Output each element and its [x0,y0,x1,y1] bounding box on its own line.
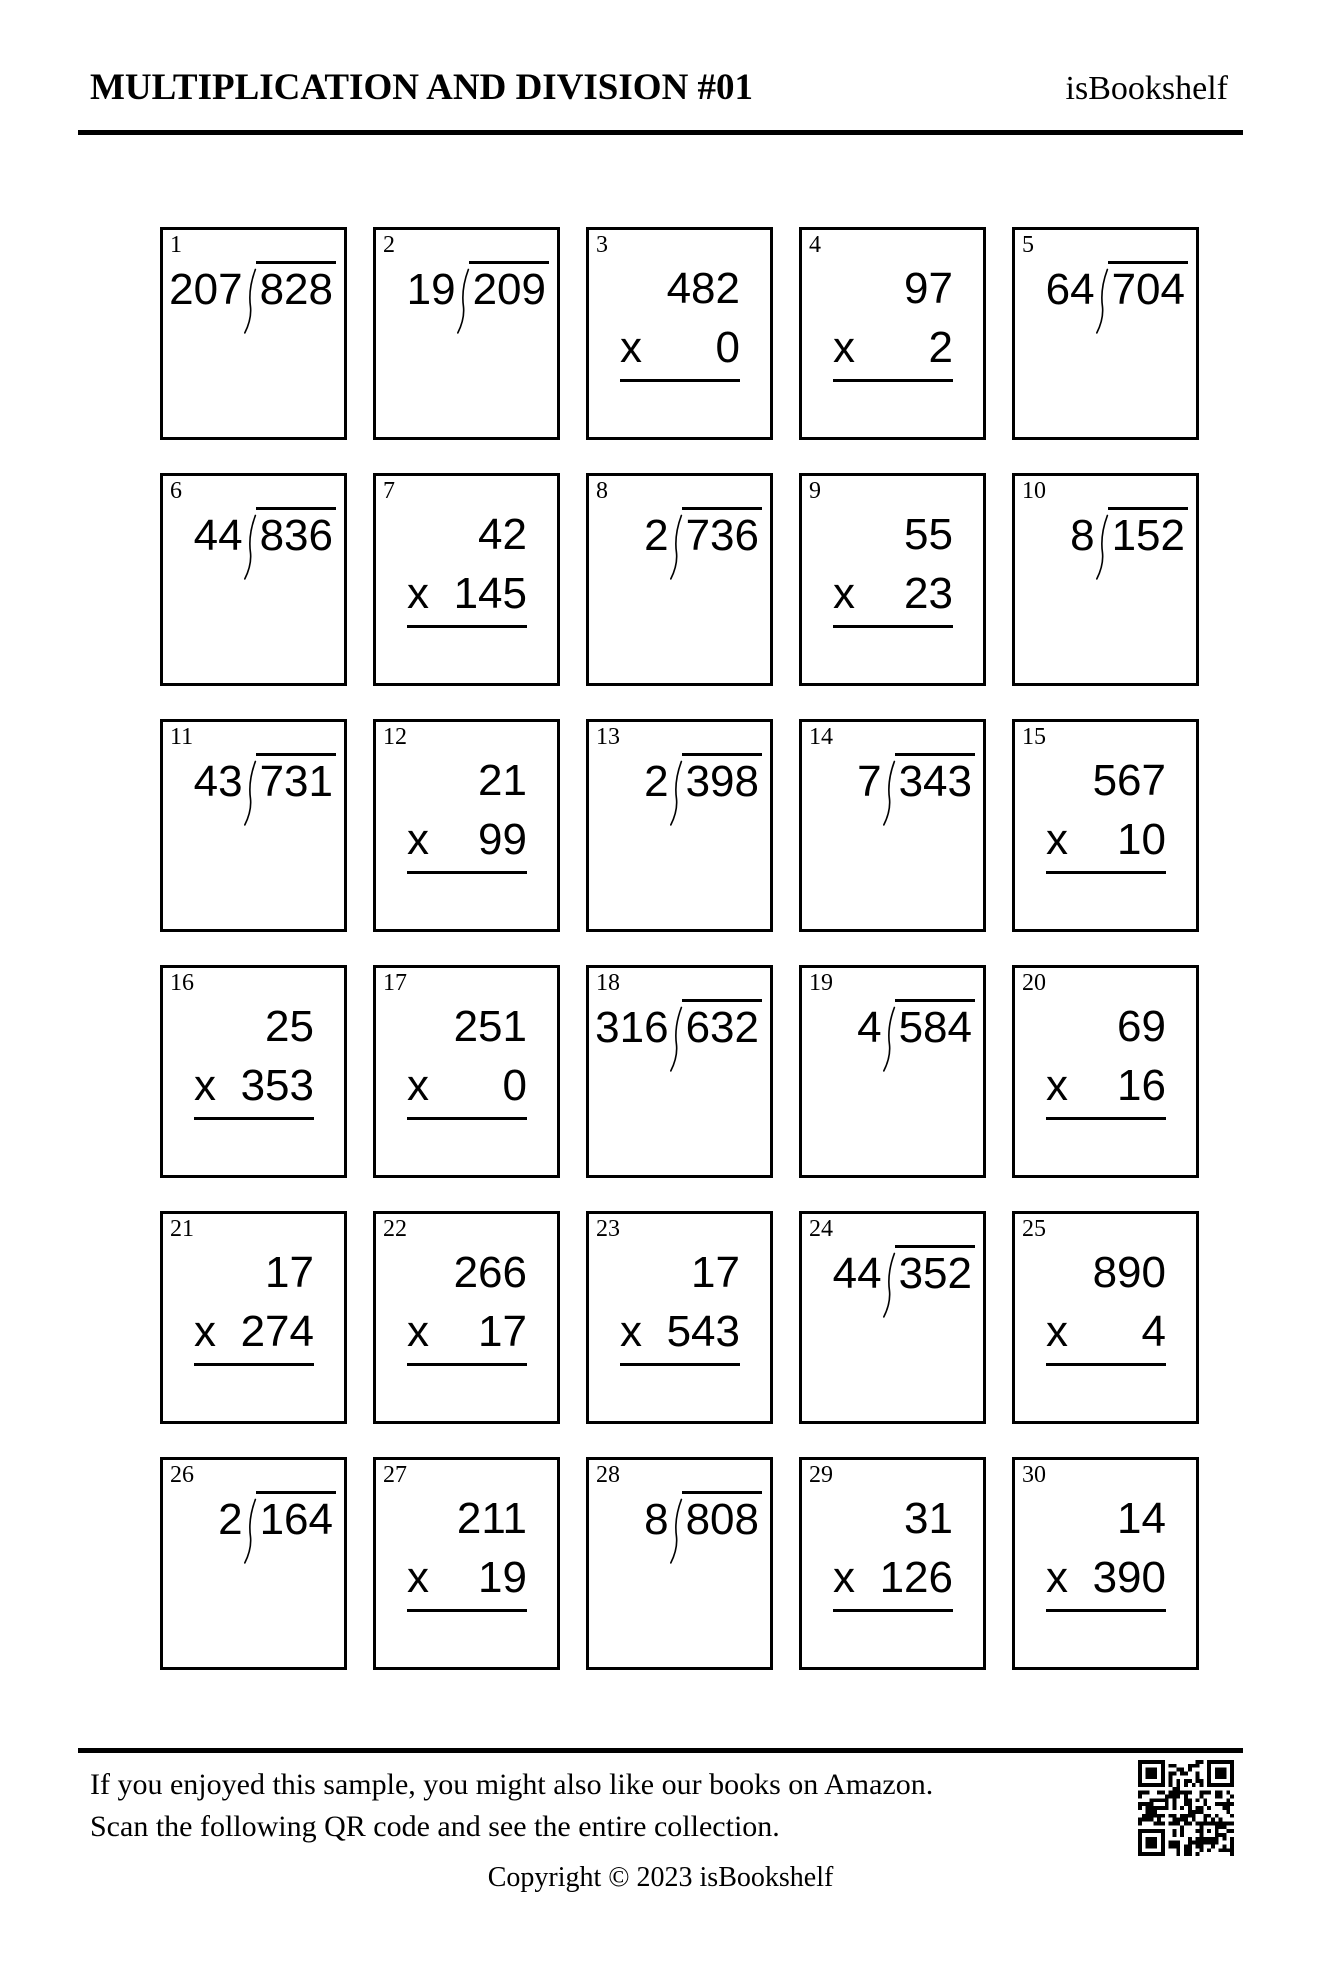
problem-number: 29 [809,1462,833,1488]
multiplication-problem [407,510,527,628]
dividend-value: 828 [256,261,336,312]
multiplier-row [407,1307,527,1366]
qr-code-icon [1138,1760,1234,1856]
problem-cell [373,1211,560,1424]
long-division-problem [194,507,336,589]
multiplication-problem [620,1248,740,1366]
problem-cell [586,227,773,440]
multiply-sign: x [833,569,855,618]
multiplier-value: 4 [1141,1307,1166,1356]
dividend-value: 736 [682,507,762,558]
multiply-sign: x [1046,815,1068,864]
problem-number: 19 [809,970,833,996]
divisor-value: 44 [832,1249,882,1298]
multiply-sign: x [620,323,642,372]
multiply-sign: x [194,1307,216,1356]
problem-cell [160,227,347,440]
multiplier-value: 0 [502,1061,527,1110]
problem-number: 17 [383,970,407,996]
problem-number: 11 [170,724,194,750]
multiplier-row [833,323,953,382]
multiplication-problem [407,756,527,874]
multiplication-problem [1046,1248,1166,1366]
divisor-value: 43 [193,757,243,806]
problem-number: 13 [596,724,620,750]
footer-text-line2: Scan the following QR code and see the entire collection. [90,1810,780,1843]
long-division-problem [595,999,762,1081]
multiplier-value: 17 [478,1307,527,1356]
problem-number: 3 [596,232,608,258]
problem-number: 15 [1022,724,1046,750]
problem-cell [373,227,560,440]
multiplication-problem [833,264,953,382]
multiply-sign: x [620,1307,642,1356]
multiplicand-value: 17 [265,1248,314,1297]
multiply-sign: x [407,815,429,864]
problem-number: 23 [596,1216,620,1242]
problem-cell [799,719,986,932]
multiplicand-value: 890 [1092,1248,1166,1297]
multiplication-problem [1046,756,1166,874]
divisor-value: 4 [857,1003,882,1052]
problem-cell [586,965,773,1178]
problem-cell [160,473,347,686]
multiply-sign: x [407,1553,429,1602]
multiplicand-value: 69 [1117,1002,1166,1051]
multiplier-value: 0 [715,323,740,372]
multiply-sign: x [407,569,429,618]
problem-number: 5 [1022,232,1034,258]
multiplier-row [1046,1553,1166,1612]
multiplicand-value: 482 [666,264,740,313]
dividend-value: 731 [256,753,336,804]
multiplier-row [194,1307,314,1366]
problem-cell [586,1211,773,1424]
multiplication-problem [194,1248,314,1366]
page-title: MULTIPLICATION AND DIVISION #01 [90,67,754,108]
multiplier-value: 19 [478,1553,527,1602]
multiplier-value: 390 [1092,1553,1166,1602]
divisor-value: 44 [193,511,243,560]
dividend-value: 164 [256,1491,336,1542]
header-rule [78,130,1243,135]
multiplier-value: 16 [1117,1061,1166,1110]
problem-number: 21 [170,1216,194,1242]
divisor-value: 8 [1070,511,1095,560]
multiplicand-value: 97 [904,264,953,313]
multiplicand-value: 21 [478,756,527,805]
problem-cell [799,1457,986,1670]
multiplicand-value: 14 [1117,1494,1166,1543]
long-division-problem [644,507,762,589]
multiplier-row [833,1553,953,1612]
multiplicand-value: 55 [904,510,953,559]
dividend-value: 704 [1108,261,1188,312]
dividend-value: 836 [256,507,336,558]
problem-number: 16 [170,970,194,996]
divisor-value: 2 [644,757,669,806]
problem-cell [373,719,560,932]
problem-number: 7 [383,478,395,504]
problem-cell [586,1457,773,1670]
long-division-problem [1070,507,1188,589]
multiplier-value: 543 [666,1307,740,1356]
dividend-value: 352 [895,1245,975,1296]
problem-number: 14 [809,724,833,750]
problem-number: 28 [596,1462,620,1488]
multiply-sign: x [1046,1307,1068,1356]
multiplier-value: 274 [240,1307,314,1356]
problem-number: 8 [596,478,608,504]
long-division-problem [857,753,975,835]
multiply-sign: x [1046,1061,1068,1110]
problem-number: 4 [809,232,821,258]
problem-cell [586,473,773,686]
dividend-value: 343 [895,753,975,804]
problem-number: 27 [383,1462,407,1488]
multiplier-value: 353 [240,1061,314,1110]
footer-text-line1: If you enjoyed this sample, you might also like our books on Amazon. [90,1768,934,1801]
divisor-value: 8 [644,1495,669,1544]
dividend-value: 398 [682,753,762,804]
multiply-sign: x [407,1061,429,1110]
problem-number: 18 [596,970,620,996]
multiplier-value: 99 [478,815,527,864]
divisor-value: 316 [595,1003,669,1052]
problem-cell [373,473,560,686]
multiplier-value: 10 [1117,815,1166,864]
multiplicand-value: 31 [904,1494,953,1543]
long-division-problem [218,1491,336,1573]
multiplication-problem [1046,1002,1166,1120]
divisor-value: 2 [218,1495,243,1544]
problem-number: 22 [383,1216,407,1242]
long-division-problem [833,1245,975,1327]
divisor-value: 64 [1045,265,1095,314]
problem-cell [373,965,560,1178]
problem-number: 1 [170,232,182,258]
multiplicand-value: 211 [456,1494,527,1543]
long-division-problem [644,753,762,835]
problem-cell [1012,473,1199,686]
multiplier-value: 2 [928,323,953,372]
multiplier-row [1046,1061,1166,1120]
long-division-problem [644,1491,762,1573]
multiply-sign: x [833,323,855,372]
multiplicand-value: 25 [265,1002,314,1051]
multiplier-row [620,1307,740,1366]
problem-cell [1012,1457,1199,1670]
problem-cell [160,1211,347,1424]
multiplicand-value: 251 [453,1002,527,1051]
problem-number: 6 [170,478,182,504]
multiplicand-value: 567 [1092,756,1166,805]
dividend-value: 808 [682,1491,762,1542]
multiplicand-value: 266 [453,1248,527,1297]
multiply-sign: x [1046,1553,1068,1602]
problem-cell [373,1457,560,1670]
multiply-sign: x [833,1553,855,1602]
problem-number: 26 [170,1462,194,1488]
multiplier-value: 145 [453,569,527,618]
problem-cell [1012,719,1199,932]
multiply-sign: x [194,1061,216,1110]
divisor-value: 2 [644,511,669,560]
multiplication-problem [833,510,953,628]
multiplication-problem [620,264,740,382]
divisor-value: 19 [406,265,456,314]
multiplication-problem [407,1494,527,1612]
problem-number: 10 [1022,478,1046,504]
problem-number: 12 [383,724,407,750]
multiplier-row [620,323,740,382]
dividend-value: 152 [1108,507,1188,558]
multiplier-value: 126 [879,1553,953,1602]
brand-name: isBookshelf [1065,70,1228,107]
dividend-value: 209 [469,261,549,312]
multiplication-problem [194,1002,314,1120]
divisor-value: 207 [169,265,243,314]
problem-number: 30 [1022,1462,1046,1488]
problem-number: 25 [1022,1216,1046,1242]
problem-cell [160,719,347,932]
multiplier-row [1046,815,1166,874]
problem-cell [160,965,347,1178]
copyright-text: Copyright © 2023 isBookshelf [487,1862,834,1893]
long-division-problem [169,261,336,343]
multiplier-row [1046,1307,1166,1366]
multiplier-row [407,815,527,874]
dividend-value: 632 [682,999,762,1050]
problem-number: 24 [809,1216,833,1242]
multiplier-row [194,1061,314,1120]
multiplication-problem [407,1248,527,1366]
problem-cell [1012,1211,1199,1424]
divisor-value: 7 [857,757,882,806]
problem-number: 9 [809,478,821,504]
long-division-problem [407,261,549,343]
problem-cell [160,1457,347,1670]
multiplication-problem [407,1002,527,1120]
multiplicand-value: 17 [691,1248,740,1297]
multiplication-problem [833,1494,953,1612]
multiplication-problem [1046,1494,1166,1612]
problem-cell [799,473,986,686]
long-division-problem [194,753,336,835]
problem-cell [799,965,986,1178]
footer-rule [78,1748,1243,1753]
multiplier-row [407,1061,527,1120]
multiplicand-value: 42 [478,510,527,559]
problem-cell [799,227,986,440]
multiply-sign: x [407,1307,429,1356]
problem-number: 20 [1022,970,1046,996]
problem-cell [586,719,773,932]
problem-cell [1012,227,1199,440]
multiplier-value: 23 [904,569,953,618]
long-division-problem [1046,261,1188,343]
problem-cell [799,1211,986,1424]
multiplier-row [833,569,953,628]
dividend-value: 584 [895,999,975,1050]
multiplier-row [407,569,527,628]
long-division-problem [857,999,975,1081]
problem-cell [1012,965,1199,1178]
multiplier-row [407,1553,527,1612]
problem-number: 2 [383,232,395,258]
